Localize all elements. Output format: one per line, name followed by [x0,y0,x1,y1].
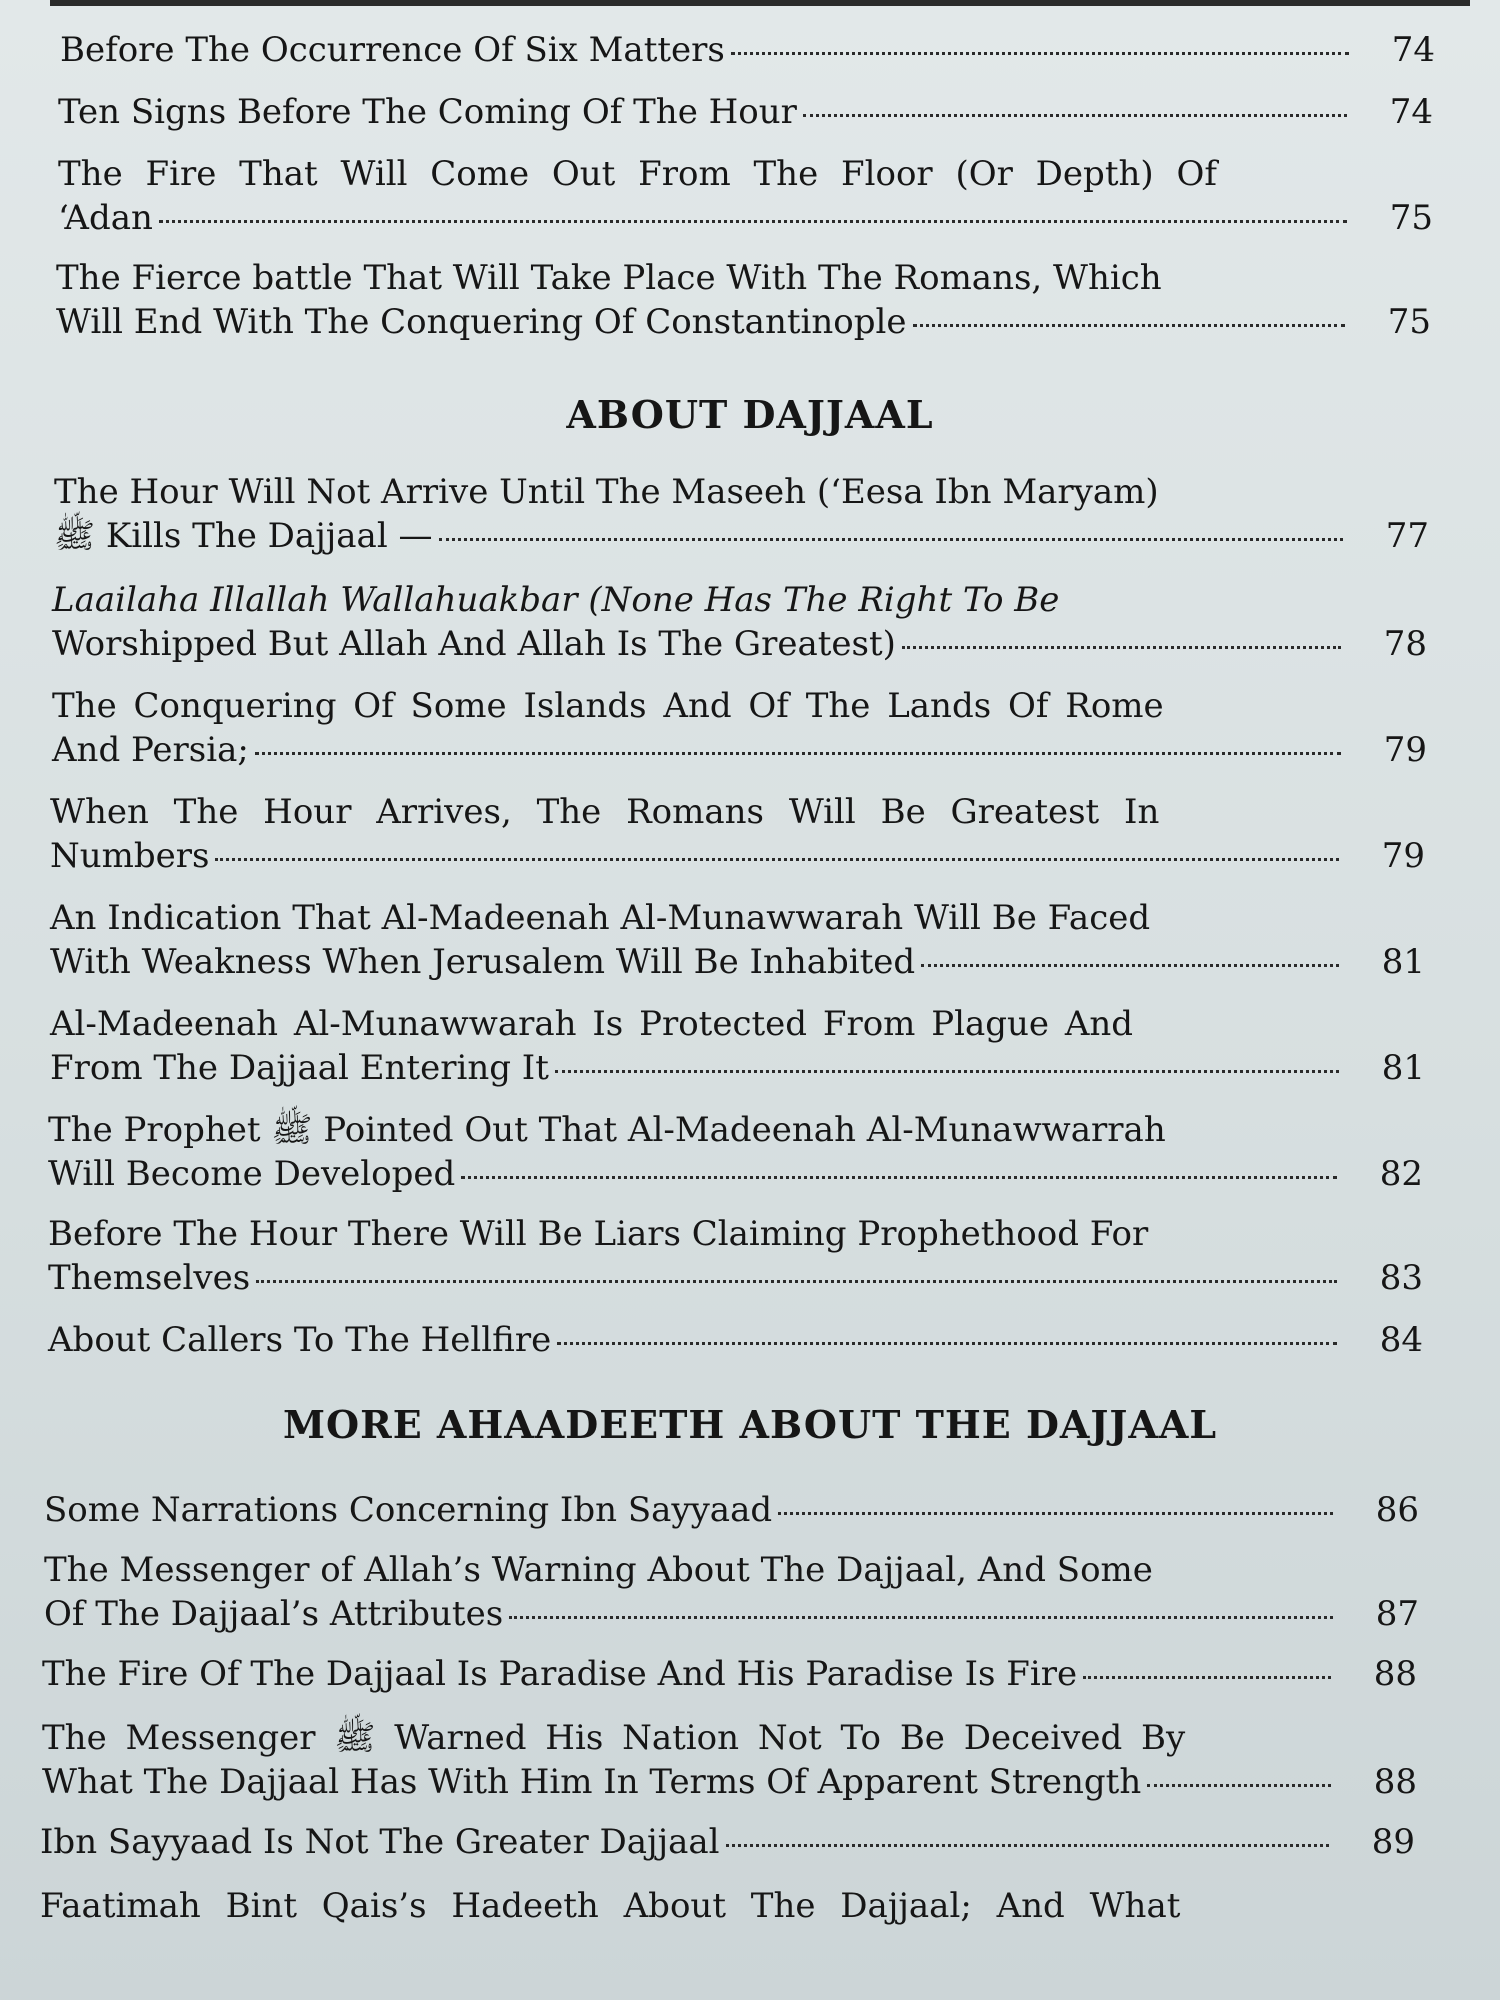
leader-dots [461,1176,1337,1179]
leader-dots [778,1512,1333,1515]
page-number: 74 [1391,30,1435,70]
entry-title-line: The Fierce battle That Will Take Place With The Romans, Which [56,258,1162,298]
entry-title: Ibn Sayyaad Is Not The Greater Dajjaal [40,1822,720,1862]
entry-title-line: The Fire That Will Come Out From The Floor (Or Depth) Of [58,154,1217,194]
leader-dots [913,324,1345,327]
toc-entry[interactable] [50,1002,1425,1090]
toc-entry[interactable] [40,1884,1415,1928]
entry-title-line: What The Dajjaal Has With Him In Terms Of Apparent Strength [42,1762,1142,1802]
entry-title-line: ‘Adan [58,198,153,238]
entry-title-line: Themselves [48,1258,251,1298]
leader-dots [1083,1676,1331,1679]
page-number: 86 [1375,1490,1419,1530]
leader-dots [215,858,1339,861]
entry-title-line: When The Hour Arrives, The Romans Will Be Greatest In [50,792,1160,832]
page-number: 79 [1383,730,1427,770]
leader-dots [731,52,1349,55]
toc-entry[interactable] [52,684,1427,772]
page-number: 74 [1389,92,1433,132]
leader-dots [1147,1784,1331,1787]
page-number: 75 [1387,302,1431,342]
entry-title-line: The Hour Will Not Arrive Until The Maseeh (‘Eesa Ibn Maryam) [54,472,1159,512]
toc-entry[interactable] [54,470,1429,558]
leader-dots [439,538,1343,541]
toc-entry[interactable] [48,1108,1423,1196]
entry-title-line: Of The Dajjaal’s Attributes [44,1594,504,1634]
page-number: 75 [1389,198,1433,238]
toc-entry[interactable] [48,1318,1423,1362]
leader-dots [555,1070,1339,1073]
page-number: 87 [1375,1594,1419,1634]
entry-title-line: Before The Hour There Will Be Liars Claiming Prophethood For [48,1214,1149,1254]
entry-title-line: Will End With The Conquering Of Constantinople [56,302,907,342]
page-number: 79 [1381,836,1425,876]
leader-dots [256,1280,1337,1283]
entry-title-line: Al-Madeenah Al-Munawwarah Is Protected From Plague And [50,1004,1134,1044]
entry-title-line: The Prophet ﷺ Pointed Out That Al-Madeenah Al-Munawwarrah [48,1110,1166,1150]
toc-entry[interactable] [58,152,1433,240]
entry-title: Ten Signs Before The Coming Of The Hour [58,92,797,132]
toc-entry[interactable] [56,256,1431,344]
toc-entry[interactable] [50,790,1425,878]
toc-entry[interactable] [44,1548,1419,1636]
page-number: 78 [1383,624,1427,664]
entry-title-line: The Conquering Of Some Islands And Of The Lands Of Rome [52,686,1164,726]
page-number: 84 [1379,1320,1423,1360]
entry-title: About Callers To The Hellfire [48,1320,552,1360]
leader-dots [902,646,1341,649]
page-number: 88 [1373,1762,1417,1802]
leader-dots [921,964,1339,967]
page-number: 82 [1379,1154,1423,1194]
toc-entry[interactable] [42,1652,1417,1696]
entry-title: Some Narrations Concerning Ibn Sayyaad [44,1490,773,1530]
entry-title: Before The Occurrence Of Six Matters [60,30,725,70]
toc-entry[interactable] [40,1820,1415,1864]
entry-title: Faatimah Bint Qais’s Hadeeth About The Dajjaal; And What [40,1886,1181,1926]
section-heading: MORE AHAADEETH ABOUT THE DAJJAAL [282,1402,1218,1447]
leader-dots [159,220,1347,223]
leader-dots [255,752,1341,755]
entry-title-line: And Persia; [52,730,249,770]
page-number: 89 [1371,1822,1415,1862]
entry-title-line: An Indication That Al-Madeenah Al-Munawwarah Will Be Faced [50,898,1151,938]
leader-dots [726,1844,1329,1847]
page-number: 77 [1385,516,1429,556]
page-number: 83 [1379,1258,1423,1298]
section-heading: ABOUT DAJJAAL [566,392,934,437]
entry-title: The Fire Of The Dajjaal Is Paradise And His Paradise Is Fire [42,1654,1078,1694]
toc-entry[interactable] [44,1488,1419,1532]
entry-title-line: Will Become Developed [48,1154,456,1194]
toc-entry[interactable] [52,578,1427,666]
entry-title-line: From The Dajjaal Entering It [50,1048,549,1088]
leader-dots [509,1616,1333,1619]
toc-entry[interactable] [60,28,1435,72]
page-number: 81 [1381,942,1425,982]
leader-dots [557,1342,1337,1345]
entry-title-line: Numbers [50,836,210,876]
leader-dots [803,114,1347,117]
entry-title-line: The Messenger of Allah’s Warning About The Dajjaal, And Some [44,1550,1153,1590]
page-number: 88 [1373,1654,1417,1694]
toc-entry[interactable] [42,1716,1417,1804]
entry-title-line: Worshipped But Allah And Allah Is The Greatest) [52,624,896,664]
toc-entry[interactable] [50,896,1425,984]
entry-title-line: Laailaha Illallah Wallahuakbar (None Has The Right To Be [52,580,1060,620]
toc-entry[interactable] [48,1212,1423,1300]
page-number: 81 [1381,1048,1425,1088]
entry-title-line: With Weakness When Jerusalem Will Be Inhabited [50,942,916,982]
toc-entry[interactable] [58,90,1433,134]
entry-title-line: ﷺ Kills The Dajjaal — [54,516,433,556]
entry-title-line: The Messenger ﷺ Warned His Nation Not To Be Deceived By [42,1718,1186,1758]
